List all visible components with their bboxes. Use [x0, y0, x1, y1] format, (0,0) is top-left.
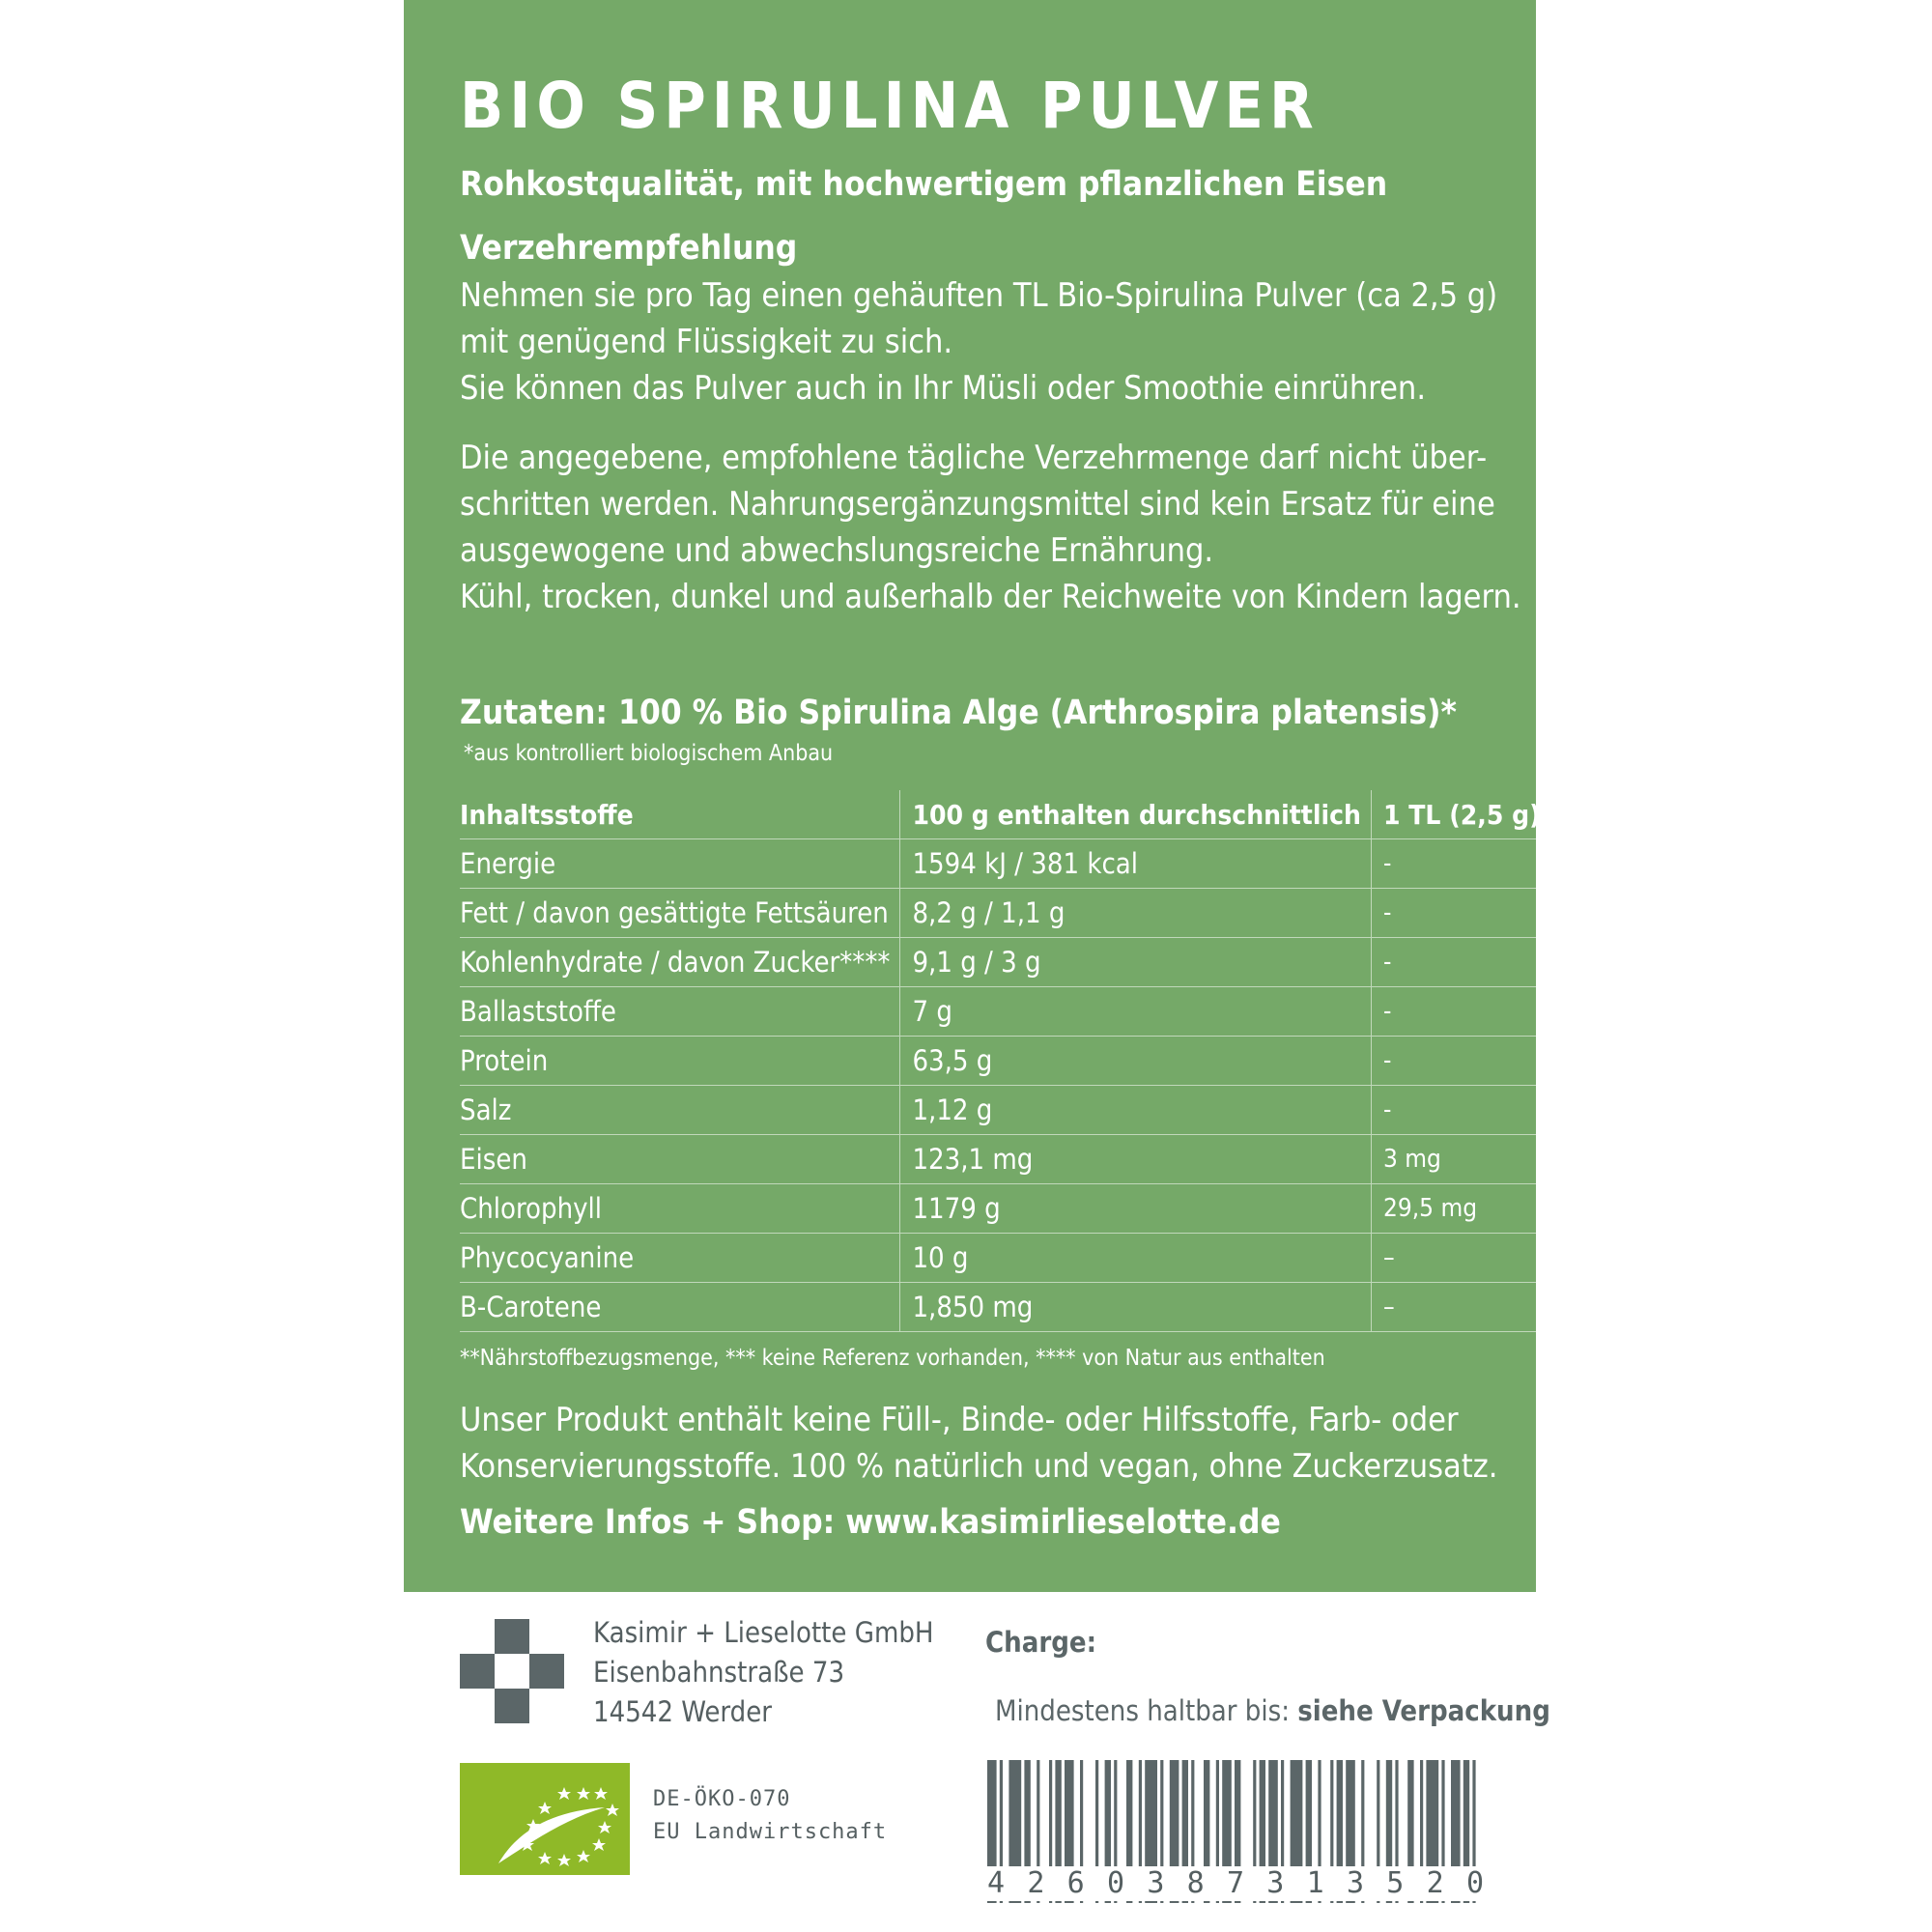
barcode-digit: 8	[1186, 1866, 1205, 1900]
table-cell: -	[1371, 938, 1550, 987]
barcode-digit: 0	[1106, 1866, 1125, 1900]
best-before-value: siehe Verpackung	[1297, 1694, 1550, 1727]
table-cell: 20 %	[1550, 1135, 1689, 1184]
table-cell: B-Carotene	[460, 1283, 900, 1332]
company-address-line: Kasimir + Lieselotte GmbH	[593, 1616, 934, 1649]
barcode-digit: 4	[987, 1866, 1006, 1900]
table-cell: 3 mg	[1371, 1135, 1550, 1184]
table-cell: ***	[1550, 839, 1689, 889]
barcode-digit: 3	[1266, 1866, 1285, 1900]
table-cell: -	[1371, 1086, 1550, 1135]
table-header-row	[460, 790, 1689, 839]
purity-line: Unser Produkt enthält keine Füll-, Binde- oder Hilfsstoffe, Farb- oder	[460, 1401, 1459, 1439]
table-cell: ***	[1550, 1037, 1689, 1086]
recommendation-line: mit genügend Flüssigkeit zu sich.	[460, 323, 953, 361]
warning-line: Kühl, trocken, dunkel und außerhalb der Reichweite von Kindern lagern.	[460, 578, 1521, 616]
table-cell: Phycocyanine	[460, 1234, 900, 1283]
recommendation-line: Nehmen sie pro Tag einen gehäuften TL Bio-Spirulina Pulver (ca 2,5 g)	[460, 276, 1498, 315]
table-cell: 1179 g	[900, 1184, 1372, 1234]
eu-organic-code	[653, 1783, 887, 1849]
company-address-line: Eisenbahnstraße 73	[593, 1656, 845, 1689]
nutrition-footnotes: **Nährstoffbezugsmenge, *** keine Referenz vorhanden, **** von Natur aus enthalten	[460, 1346, 1325, 1371]
purity-line: Konservierungsstoffe. 100 % natürlich und vegan, ohne Zuckerzusatz.	[460, 1447, 1498, 1486]
product-label-panel	[404, 0, 1680, 1592]
warning-text	[460, 435, 1521, 620]
barcode-digit: 1	[1306, 1866, 1324, 1900]
column-header: Inhaltsstoffe	[460, 790, 900, 839]
ingredients-line: Zutaten: 100 % Bio Spirulina Alge (Arthrospira platensis)*	[460, 694, 1457, 732]
table-cell: 7 g	[900, 987, 1372, 1037]
table-cell: ***	[1550, 1086, 1689, 1135]
table-cell: -	[1371, 1037, 1550, 1086]
table-cell: 9,1 g / 3 g	[900, 938, 1372, 987]
table-row	[460, 1086, 1689, 1135]
table-cell: 1594 kJ / 381 kcal	[900, 839, 1372, 889]
table-cell: ***	[1550, 1283, 1689, 1332]
company-address-line: 14542 Werder	[593, 1695, 772, 1728]
table-cell: –	[1371, 1234, 1550, 1283]
table-row	[460, 839, 1689, 889]
table-cell: Protein	[460, 1037, 900, 1086]
table-cell: Kohlenhydrate / davon Zucker****	[460, 938, 900, 987]
table-cell: Energie	[460, 839, 900, 889]
table-cell: Eisen	[460, 1135, 900, 1184]
column-header: % NRV**	[1550, 790, 1689, 839]
warning-line: ausgewogene und abwechslungsreiche Ernährung.	[460, 531, 1214, 570]
purity-text	[460, 1397, 1498, 1490]
nutrition-table	[460, 790, 1689, 1332]
table-cell: 29,5 mg	[1371, 1184, 1550, 1234]
barcode-digit: 3	[1346, 1866, 1365, 1900]
table-row	[460, 987, 1689, 1037]
table-cell: Ballaststoffe	[460, 987, 900, 1037]
eu-code-line: EU Landwirtschaft	[653, 1820, 888, 1844]
product-title: BIO SPIRULINA PULVER	[460, 69, 1320, 143]
table-cell: -	[1371, 987, 1550, 1037]
barcode-digit: 0	[1465, 1866, 1484, 1900]
barcode-digit: 2	[1426, 1866, 1444, 1900]
eu-code-line: DE-ÖKO-070	[653, 1787, 791, 1811]
table-cell: 123,1 mg	[900, 1135, 1372, 1184]
recommendation-heading: Verzehrempfehlung	[460, 229, 798, 268]
table-cell: Fett / davon gesättigte Fettsäuren	[460, 889, 900, 938]
barcode-digit: 2	[1027, 1866, 1045, 1900]
table-row	[460, 1283, 1689, 1332]
eu-organic-leaf-icon	[460, 1763, 630, 1875]
warning-line: schritten werden. Nahrungsergänzungsmittel sind kein Ersatz für eine	[460, 485, 1495, 524]
table-row	[460, 1184, 1689, 1234]
table-cell: 8,2 g / 1,1 g	[900, 889, 1372, 938]
table-cell: ***	[1550, 987, 1689, 1037]
recommendation-line: Sie können das Pulver auch in Ihr Müsli oder Smoothie einrühren.	[460, 369, 1427, 408]
barcode-digit: 5	[1386, 1866, 1405, 1900]
product-subtitle: Rohkostqualität, mit hochwertigem pflanzlichen Eisen	[460, 165, 1388, 204]
charge-label: Charge:	[985, 1626, 1097, 1659]
table-cell: 10 g	[900, 1234, 1372, 1283]
table-cell: 1,12 g	[900, 1086, 1372, 1135]
table-cell: ***	[1550, 889, 1689, 938]
table-cell: –	[1371, 1283, 1550, 1332]
barcode-digit: 7	[1226, 1866, 1245, 1900]
table-cell: ***	[1550, 1184, 1689, 1234]
shop-link-line: Weitere Infos + Shop: www.kasimirlieselotte.de	[460, 1503, 1281, 1542]
table-cell: ***	[1550, 938, 1689, 987]
company-address	[593, 1613, 934, 1732]
table-row	[460, 938, 1689, 987]
table-row	[460, 1037, 1689, 1086]
barcode-digit: 6	[1066, 1866, 1085, 1900]
best-before-date	[995, 1691, 1550, 1730]
barcode-digit: 3	[1147, 1866, 1165, 1900]
barcode-number	[985, 1866, 1486, 1901]
column-header: 100 g enthalten durchschnittlich	[900, 790, 1372, 839]
organic-footnote: *aus kontrolliert biologischem Anbau	[464, 741, 834, 766]
table-cell: 1,850 mg	[900, 1283, 1372, 1332]
checker-cross-logo-icon	[460, 1619, 564, 1723]
table-cell: Salz	[460, 1086, 900, 1135]
table-cell: -	[1371, 889, 1550, 938]
recommendation-text	[460, 272, 1497, 412]
warning-line: Die angegebene, empfohlene tägliche Verzehrmenge darf nicht über-	[460, 439, 1488, 477]
table-cell: Chlorophyll	[460, 1184, 900, 1234]
table-row	[460, 1135, 1689, 1184]
table-row	[460, 889, 1689, 938]
column-header: 1 TL (2,5 g)	[1371, 790, 1550, 839]
best-before-label: Mindestens haltbar bis:	[995, 1694, 1298, 1727]
table-row	[460, 1234, 1689, 1283]
table-cell: -	[1371, 839, 1550, 889]
table-cell: ***	[1550, 1234, 1689, 1283]
table-cell: 63,5 g	[900, 1037, 1372, 1086]
